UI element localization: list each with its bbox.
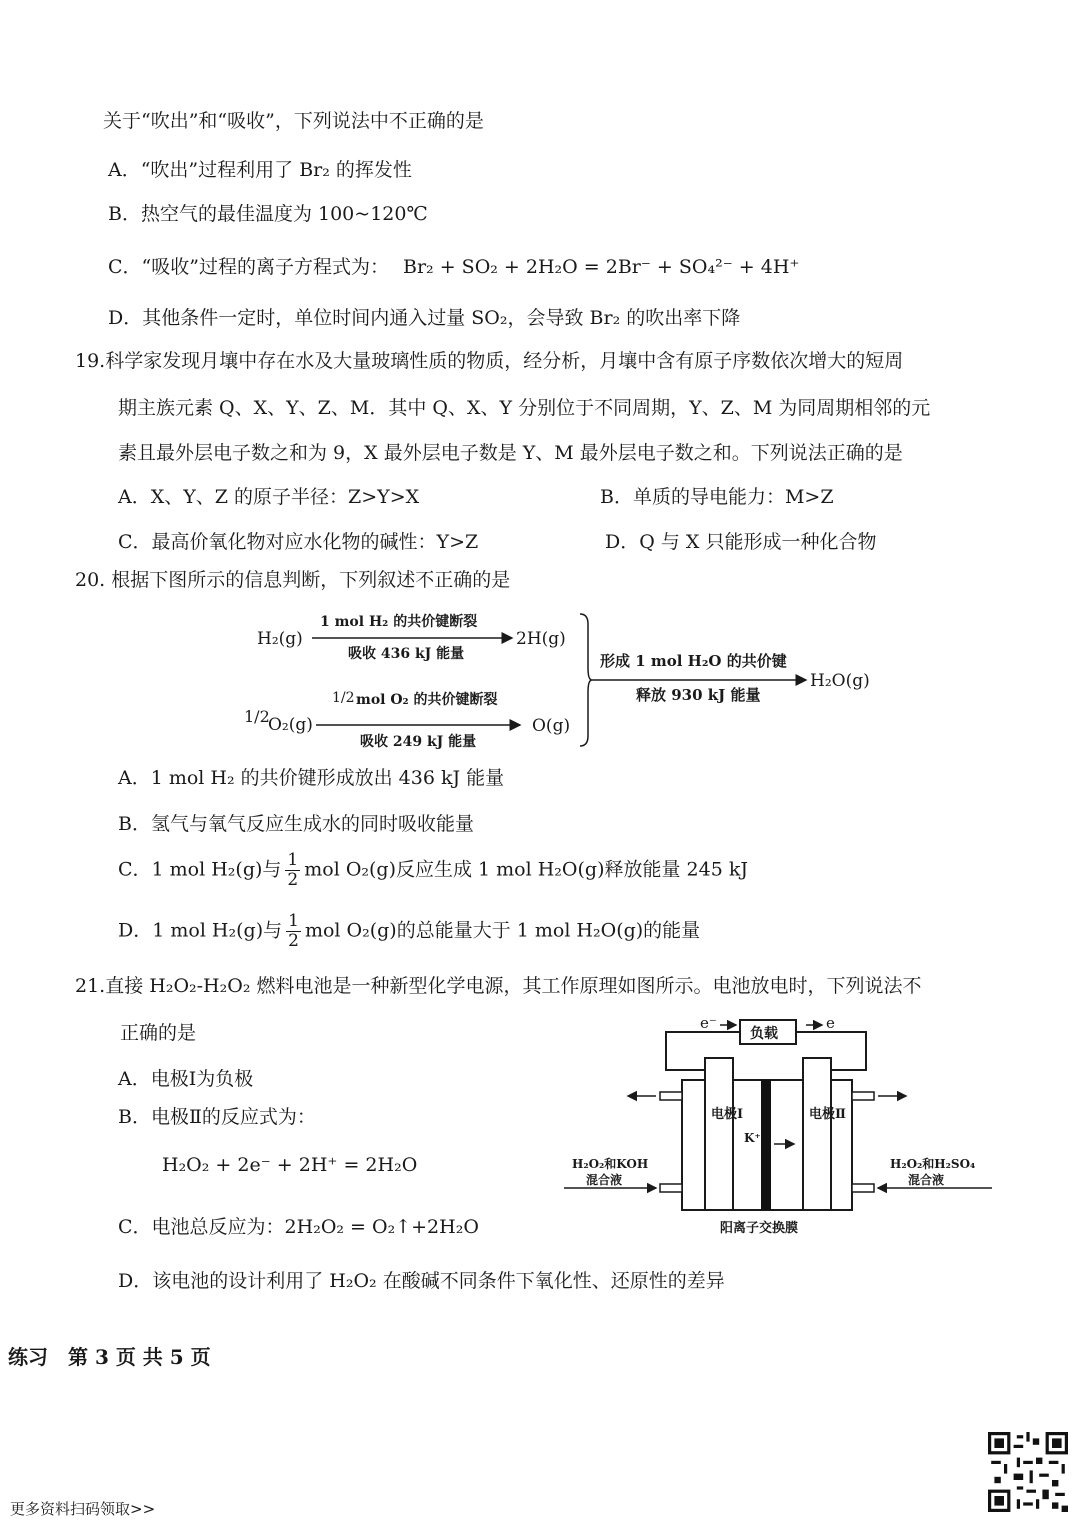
right-inlet: [852, 1184, 874, 1192]
q21-option-d: D．该电池的设计利用了 H₂O₂ 在酸碱不同条件下氧化性、还原性的差异: [118, 1270, 725, 1292]
left-solution-label2: 混合液: [586, 1173, 623, 1187]
frac-num: 1: [287, 850, 299, 870]
electrode-1-label: 电极Ⅰ: [711, 1107, 744, 1122]
q19-option-d: D．Q 与 X 只能形成一种化合物: [605, 531, 877, 553]
left-inlet: [660, 1184, 682, 1192]
q21-stem-line1: 21.直接 H₂O₂-H₂O₂ 燃料电池是一种新型化学电源，其工作原理如图所示。电池放电时，下列说法不: [75, 975, 922, 997]
diagram-o2-right: O(g): [532, 716, 571, 736]
q20-option-c-pre: C．1 mol H₂(g)与: [118, 858, 282, 881]
diagram-h2-top: 1 mol H₂ 的共价键断裂: [320, 614, 478, 630]
diagram-h2-right: 2H(g): [516, 629, 566, 649]
right-solution-label2: 混合液: [908, 1173, 945, 1187]
right-solution-label1: H₂O₂和H₂SO₄: [890, 1157, 976, 1171]
diagram-o2-top: mol O₂ 的共价键断裂: [356, 692, 498, 708]
fraction-half: [285, 852, 300, 889]
diagram-o2-bottom: 吸收 249 kJ 能量: [360, 734, 477, 750]
electron-right-label: e: [826, 1014, 835, 1032]
q20-option-d-pre: D．1 mol H₂(g)与: [118, 919, 283, 942]
diagram-o2-half: 1/2: [244, 707, 270, 726]
electrode-2: [803, 1058, 831, 1210]
frac-den: 2: [287, 870, 299, 890]
q20-option-c-post: mol O₂(g)反应生成 1 mol H₂O(g)释放能量 245 kJ: [304, 858, 748, 881]
q21-stem-line2: 正确的是: [120, 1022, 197, 1044]
more-resources-link[interactable]: 更多资料扫码领取>>: [10, 1500, 156, 1518]
diagram-merge-bottom: 释放 930 kJ 能量: [636, 686, 761, 704]
diagram-brace: [580, 614, 592, 746]
q19-option-a: A．X、Y、Z 的原子半径：Z>Y>X: [118, 486, 420, 508]
q21-option-a: A．电极Ⅰ为负极: [118, 1068, 254, 1090]
fuel-cell-diagram: [560, 1010, 1000, 1242]
q21-option-b: B．电极Ⅱ的反应式为：: [118, 1106, 316, 1128]
q20-option-d-post: mol O₂(g)的总能量大于 1 mol H₂O(g)的能量: [304, 919, 701, 942]
q18-option-b: B．热空气的最佳温度为 100~120℃: [108, 203, 428, 225]
diagram-product: H₂O(g): [810, 671, 870, 691]
diagram-o2-frac: 1/2: [332, 690, 355, 706]
diagram-h2-left: H₂(g): [257, 629, 303, 649]
electron-left-label: e⁻: [700, 1014, 717, 1032]
left-solution-label1: H₂O₂和KOH: [572, 1157, 649, 1171]
q18-stem: 关于“吹出”和“吸收”，下列说法中不正确的是: [103, 110, 484, 132]
q20-option-c: [118, 852, 748, 889]
q20-stem: 20. 根据下图所示的信息判断，下列叙述不正确的是: [75, 569, 511, 591]
frac-den: 2: [288, 931, 299, 951]
q19-stem-line1: 19.科学家发现月壤中存在水及大量玻璃性质的物质，经分析，月壤中含有原子序数依次增大的短周: [75, 350, 904, 372]
q21-option-c: C．电池总反应为：2H₂O₂ = O₂↑+2H₂O: [118, 1216, 479, 1238]
frac-num: 1: [288, 911, 299, 931]
load-label: 负载: [750, 1026, 778, 1042]
q18-option-c-equation: Br₂ + SO₂ + 2H₂O = 2Br⁻ + SO₄²⁻ + 4H⁺: [403, 256, 800, 278]
diagram-h2-bottom: 吸收 436 kJ 能量: [348, 646, 465, 662]
q20-option-b: B．氢气与氧气反应生成水的同时吸收能量: [118, 813, 474, 835]
page-footer: 练习 第 3 页 共 5 页: [8, 1345, 211, 1369]
q19-stem-line2: 期主族元素 Q、X、Y、Z、M．其中 Q、X、Y 分别位于不同周期，Y、Z、M 为同周期相邻的元: [118, 397, 931, 419]
membrane: [761, 1080, 771, 1210]
left-outlet: [660, 1092, 682, 1100]
diagram-o2-left: O₂(g): [268, 715, 313, 735]
fraction-half: [286, 913, 301, 950]
electrode-2-label: 电极Ⅱ: [809, 1107, 846, 1122]
q20-option-a: A．1 mol H₂ 的共价键形成放出 436 kJ 能量: [118, 767, 505, 789]
diagram-merge-top: 形成 1 mol H₂O 的共价键: [600, 652, 787, 670]
q18-option-a: A．“吹出”过程利用了 Br₂ 的挥发性: [108, 159, 412, 181]
q20-energy-diagram: [240, 600, 900, 760]
qr-code-icon[interactable]: [988, 1432, 1068, 1512]
ion-label: K⁺: [744, 1131, 761, 1145]
electrode-1: [705, 1058, 733, 1210]
membrane-label: 阳离子交换膜: [720, 1221, 799, 1236]
q19-option-c: C．最高价氧化物对应水化物的碱性：Y>Z: [118, 531, 479, 553]
q19-stem-line3: 素且最外层电子数之和为 9，X 最外层电子数是 Y、M 最外层电子数之和。下列说法正确的是: [118, 442, 903, 464]
q18-option-c-prefix: C．“吸收”过程的离子方程式为：: [108, 256, 389, 278]
q18-option-c: [108, 254, 799, 280]
q19-option-b: B．单质的导电能力：M>Z: [600, 486, 834, 508]
q18-option-d: D．其他条件一定时，单位时间内通入过量 SO₂，会导致 Br₂ 的吹出率下降: [108, 307, 741, 329]
q21-option-b-equation: H₂O₂ + 2e⁻ + 2H⁺ = 2H₂O: [162, 1154, 418, 1176]
q20-option-d: [118, 913, 700, 950]
right-outlet: [852, 1092, 874, 1100]
